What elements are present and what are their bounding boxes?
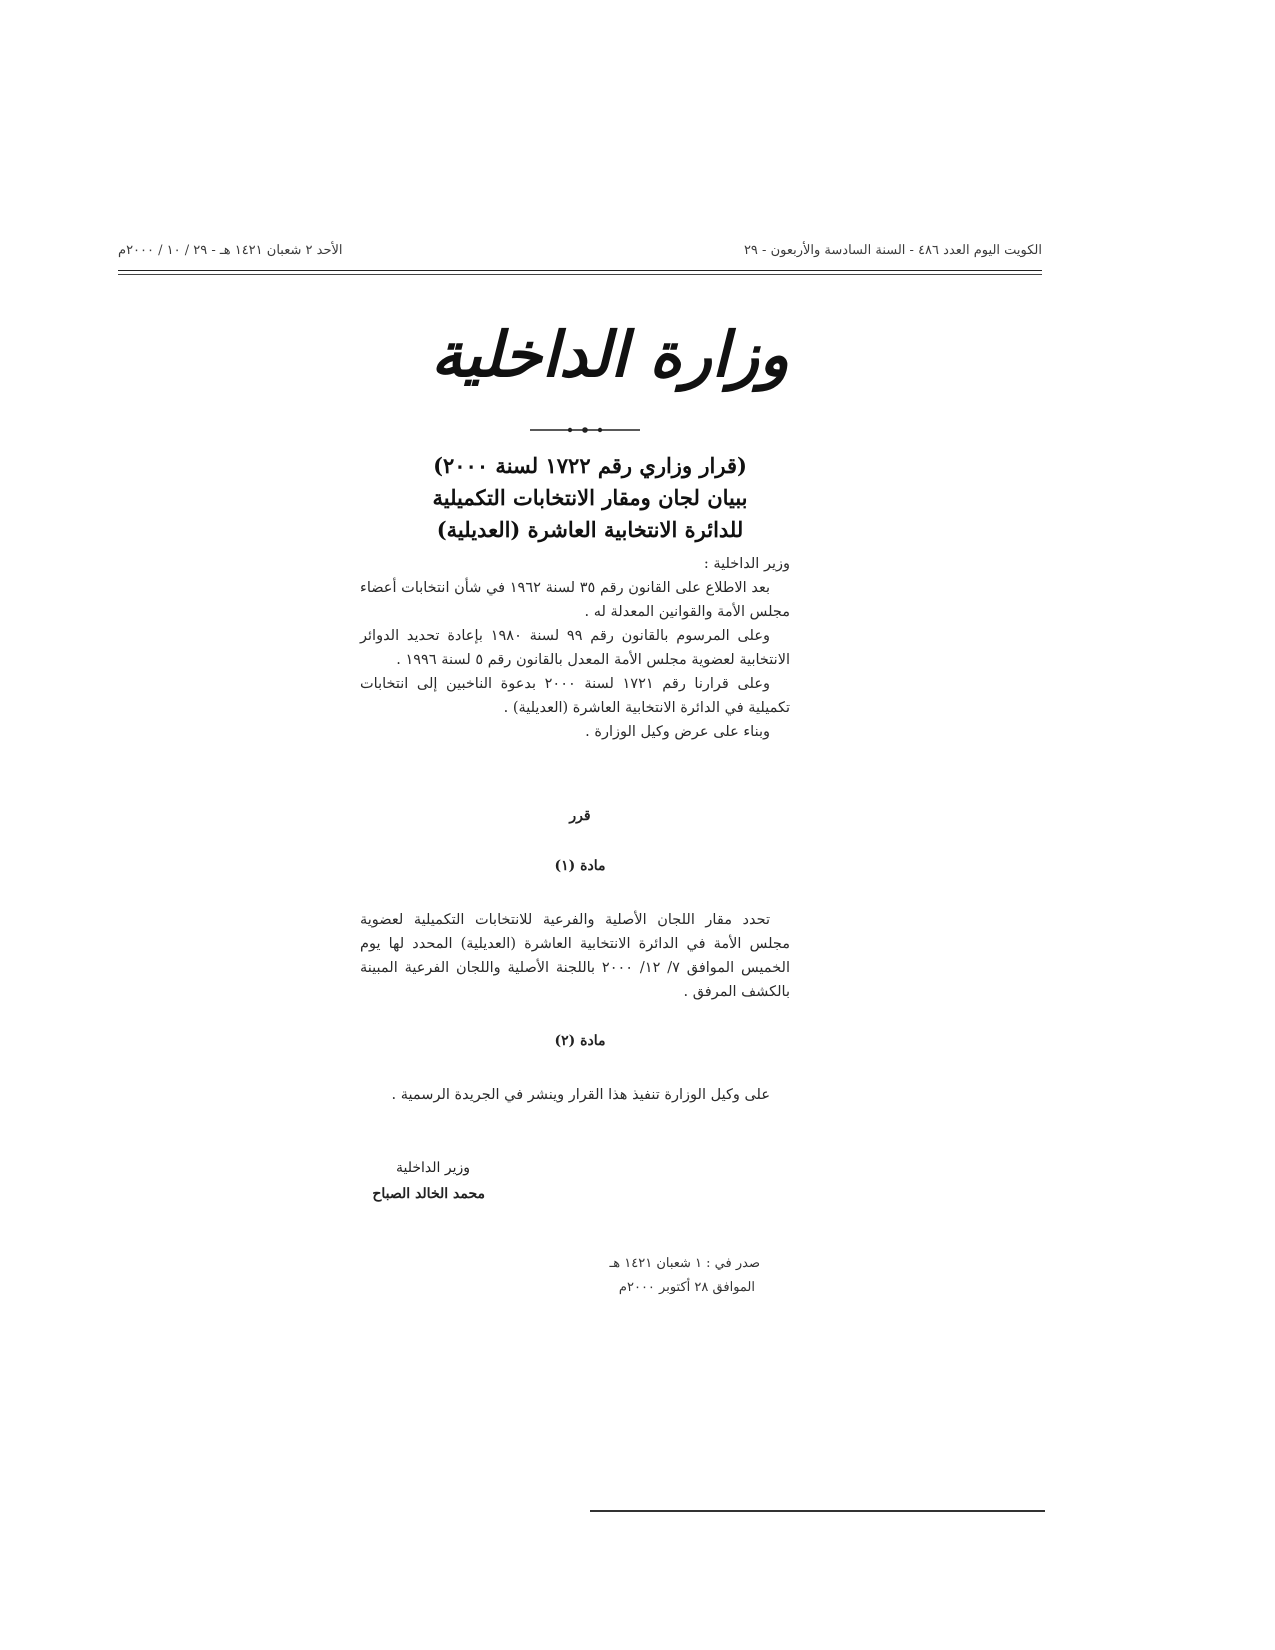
decided-heading: قرر	[569, 808, 591, 824]
decision-heading	[380, 450, 800, 546]
ministry-title: وزارة الداخلية	[431, 318, 789, 391]
issued-date-hijri: صدر في : ١ شعبان ١٤٢١ هـ	[609, 1256, 760, 1271]
decision-district: للدائرة الانتخابية العاشرة (العديلية)	[436, 517, 744, 542]
header-divider	[118, 270, 1042, 271]
article-1-text: تحدد مقار اللجان الأصلية والفرعية للانتخابات التكميلية لعضوية مجلس الأمة في الدائرة الانتخابية العاشرة (العديلية) المحدد لها يوم الخميس الموافق ٧/ ١٢/ ٢٠٠٠ باللجنة الأصلية واللجان الفرعية المبينة بالكشف المرفق .	[360, 912, 790, 1000]
footer-divider	[590, 1510, 1045, 1512]
decision-subject: ببيان لجان ومقار الانتخابات التكميلية	[432, 485, 748, 510]
header-issue: الكويت اليوم العدد ٤٨٦ - السنة السادسة والأربعون - ٢٩	[743, 243, 1042, 258]
preamble-paragraph: وعلى قرارنا رقم ١٧٢١ لسنة ٢٠٠٠ بدعوة الناخبين إلى انتخابات تكميلية في الدائرة الانتخابية العاشرة (العديلية) .	[360, 676, 790, 716]
signature-name: محمد الخالد الصباح	[372, 1186, 485, 1202]
preamble-paragraph: بعد الاطلاع على القانون رقم ٣٥ لسنة ١٩٦٢ في شأن انتخابات أعضاء مجلس الأمة والقوانين المعدلة له .	[360, 580, 790, 620]
preamble-paragraph: وبناء على عرض وكيل الوزارة .	[585, 724, 770, 740]
decision-number: (قرار وزاري رقم ١٧٢٢ لسنة ٢٠٠٠)	[433, 453, 747, 478]
preamble	[360, 552, 790, 744]
article-2-text: على وكيل الوزارة تنفيذ هذا القرار وينشر في الجريدة الرسمية .	[391, 1087, 770, 1103]
article-1-title: مادة (١)	[554, 858, 606, 874]
ornament-divider	[530, 425, 640, 435]
signature-role: وزير الداخلية	[395, 1160, 470, 1176]
preamble-paragraph: وعلى المرسوم بالقانون رقم ٩٩ لسنة ١٩٨٠ بإعادة تحديد الدوائر الانتخابية لعضوية مجلس الأمة المعدل بالقانون رقم ٥ لسنة ١٩٩٦ .	[360, 628, 790, 668]
header-divider-secondary	[118, 274, 1042, 275]
header-date: الأحد ٢ شعبان ١٤٢١ هـ - ٢٩ / ١٠ / ٢٠٠٠م	[118, 243, 343, 258]
issued-date-gregorian: الموافق ٢٨ أكتوبر ٢٠٠٠م	[618, 1280, 755, 1295]
page-header	[118, 243, 1042, 269]
preamble-intro: وزير الداخلية :	[703, 556, 790, 572]
article-2-title: مادة (٢)	[554, 1033, 606, 1049]
